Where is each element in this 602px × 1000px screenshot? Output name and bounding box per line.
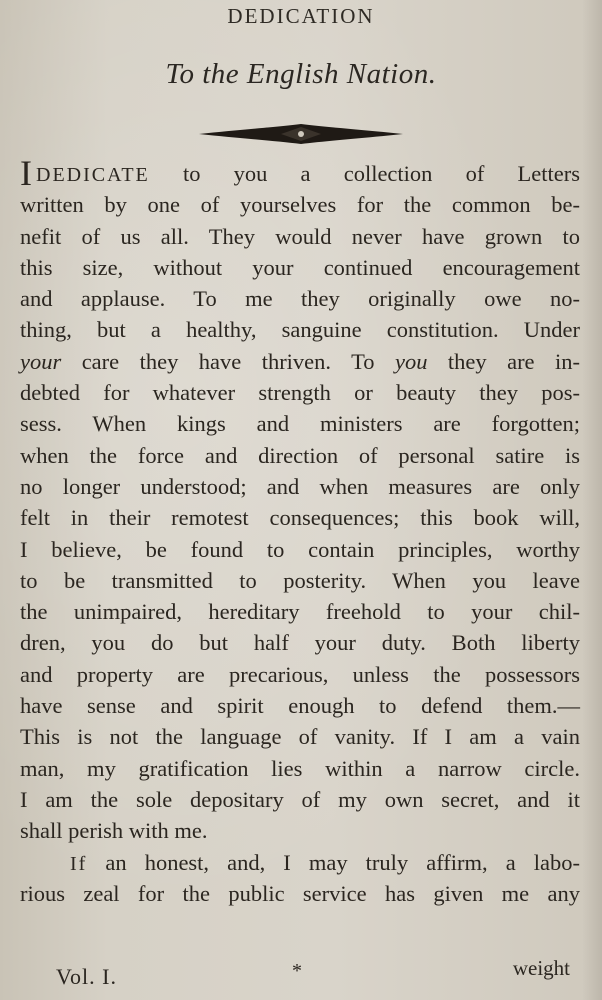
text-line: man, my gratification lies within a narrow circle. xyxy=(20,755,580,781)
text-line: and applause. To me they originally owe no- xyxy=(20,286,580,312)
opening-word: If xyxy=(70,852,88,875)
drop-cap: I xyxy=(20,153,32,193)
text-line: no longer understood; and when measures are only xyxy=(20,473,580,499)
text-line: when the force and direction of personal satire is xyxy=(20,442,580,468)
text-line: debted for whatever strength or beauty they pos- xyxy=(20,380,580,406)
text-line xyxy=(20,153,580,193)
text-line: have sense and spirit enough to defend them.— xyxy=(20,693,580,719)
text-segment: an honest, and, I may truly affirm, a labo- xyxy=(87,849,580,875)
page-edge-shadow xyxy=(582,0,602,1000)
italic-word: you xyxy=(394,348,428,374)
text-line xyxy=(20,847,580,878)
text-segment: to you a collection of Letters xyxy=(149,161,580,186)
text-line: thing, but a healthy, sanguine constitution. Under xyxy=(20,317,580,343)
catchword: weight xyxy=(512,956,570,980)
text-line xyxy=(20,346,580,377)
text-line: sess. When kings and ministers are forgotten; xyxy=(20,411,580,437)
text-line: I am the sole depositary of my own secret, and it xyxy=(20,786,580,812)
ornamental-rule-icon xyxy=(197,118,405,150)
text-segment: care they have thriven. To xyxy=(61,348,395,374)
dedication-body xyxy=(20,153,580,909)
text-line: dren, you do but half your duty. Both liberty xyxy=(20,630,580,656)
text-segment: they are in- xyxy=(427,348,580,374)
page-footer xyxy=(0,956,602,996)
text-line: rious zeal for the public service has given me any xyxy=(20,880,580,906)
text-line: felt in their remotest consequences; this book will, xyxy=(20,505,580,531)
signature-mark: Vol. I. xyxy=(56,964,117,989)
opening-word: DEDICATE xyxy=(36,164,150,186)
running-header: DEDICATION xyxy=(227,4,375,28)
text-line: to be transmitted to posterity. When you leave xyxy=(20,567,580,593)
text-line: nefit of us all. They would never have grown to xyxy=(20,223,580,249)
text-line: and property are precarious, unless the possessors xyxy=(20,661,580,687)
text-line: the unimpaired, hereditary freehold to your chil- xyxy=(20,599,580,625)
text-line: written by one of yourselves for the common be- xyxy=(20,192,580,218)
text-line: This is not the language of vanity. If I am a vain xyxy=(20,724,580,750)
text-line: shall perish with me. xyxy=(20,818,208,844)
text-line: I believe, be found to contain principles, worthy xyxy=(20,536,580,562)
italic-word: your xyxy=(20,348,62,374)
signature-asterisk: * xyxy=(292,960,302,982)
dedication-subtitle: To the English Nation. xyxy=(165,58,437,90)
text-line: this size, without your continued encouragement xyxy=(20,254,580,280)
